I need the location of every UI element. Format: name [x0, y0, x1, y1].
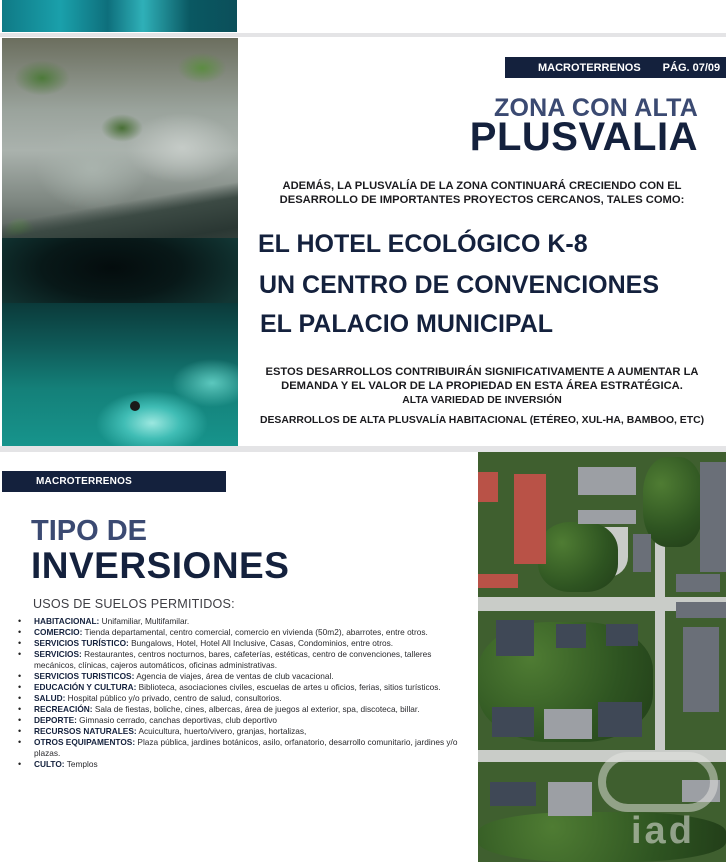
house-roof — [578, 510, 636, 524]
swimmer — [130, 401, 140, 411]
page-header-bar — [505, 57, 726, 78]
use-category: RECREACIÓN: — [34, 704, 93, 714]
house-roof — [683, 627, 719, 712]
watermark-text: iad — [631, 810, 695, 852]
project-convention-center: UN CENTRO DE CONVENCIONES — [259, 271, 660, 299]
list-item — [18, 726, 468, 737]
list-item — [18, 627, 468, 638]
use-description: Plaza pública, jardines botánicos, asilo, orfanatorio, desarrollo comunitario, jardines y/o plazas. — [34, 737, 458, 758]
house-roof — [544, 709, 592, 739]
use-category: SERVICIOS TURISTICOS: — [34, 671, 135, 681]
section-title-line1: TIPO DE — [31, 515, 148, 547]
turquoise-pool — [2, 303, 238, 446]
house-roof — [548, 782, 592, 816]
list-item — [18, 759, 468, 770]
brand-label: MACROTERRENOS — [538, 61, 641, 74]
house-roof — [514, 474, 546, 564]
list-item — [18, 638, 468, 649]
contribution-paragraph: ESTOS DESARROLLOS CONTRIBUIRÁN SIGNIFICATIVAMENTE A AUMENTAR LA DEMANDA Y EL VALOR DE LA PROPIEDAD EN ESTA ÁREA ESTRATÉGICA. — [265, 366, 699, 392]
project-municipal-palace: EL PALACIO MUNICIPAL — [260, 310, 554, 338]
house-roof — [490, 782, 536, 806]
house-roof — [496, 620, 534, 656]
use-description: Biblioteca, asociaciones civiles, escuelas de artes u oficios, ferias, sitios turísticos. — [136, 682, 441, 692]
use-category: SERVICIOS TURÍSTICO: — [34, 638, 129, 648]
project-hotel: EL HOTEL ECOLÓGICO K-8 — [258, 230, 588, 258]
use-description: Unifamiliar, Multifamilar. — [99, 616, 190, 626]
house-roof — [606, 624, 638, 646]
road — [655, 512, 665, 762]
use-category: SERVICIOS: — [34, 649, 82, 659]
use-description: Tienda departamental, centro comercial, comercio en vivienda (50m2), abarrotes, entre otros. — [82, 627, 428, 637]
use-description: Agencia de viajes, área de ventas de club vacacional. — [134, 671, 334, 681]
tree-cluster — [538, 522, 618, 592]
section-title-line2: PLUSVALIA — [469, 115, 698, 159]
use-description: Restaurantes, centros nocturnos, bares, cafeterías, estéticas, centro de convenciones, talleres mecánicos, clínicas, cajeros automáticos, oficinas administrativas. — [34, 649, 432, 670]
page-zona-plusvalia — [0, 37, 726, 446]
list-item — [18, 715, 468, 726]
section-title-line1: ZONA CON ALTA — [494, 94, 698, 122]
use-description: Hospital público y/o privado, centro de salud, consultorios. — [65, 693, 282, 703]
land-use-subtitle: USOS DE SUELOS PERMITIDOS: — [33, 597, 235, 611]
house-roof — [578, 467, 636, 495]
variety-line: ALTA VARIEDAD DE INVERSIÓN — [402, 395, 562, 406]
house-roof — [478, 574, 518, 588]
use-category: RECURSOS NATURALES: — [34, 726, 137, 736]
list-item — [18, 737, 468, 759]
iad-logo-icon — [598, 752, 718, 812]
house-roof — [633, 534, 651, 572]
use-category: EDUCACIÓN Y CULTURA: — [34, 682, 137, 692]
use-description: Gimnasio cerrado, canchas deportivas, club deportivo — [76, 715, 278, 725]
land-use-list — [18, 616, 468, 770]
house-roof — [478, 472, 498, 502]
house-roof — [556, 624, 586, 648]
list-item — [18, 693, 468, 704]
use-category: COMERCIO: — [34, 627, 83, 637]
iad-watermark — [593, 752, 723, 862]
list-item — [18, 704, 468, 715]
list-item — [18, 682, 468, 693]
house-roof — [492, 707, 534, 737]
intro-paragraph: ADEMÁS, LA PLUSVALÍA DE LA ZONA CONTINUARÁ CRECIENDO CON EL DESARROLLO DE IMPORTANTES PROYECTOS CERCANOS, TALES COMO: — [279, 180, 685, 206]
house-roof — [598, 702, 642, 737]
water-photo-fragment — [2, 0, 237, 32]
cenote-photo — [2, 38, 238, 446]
section-title-line2: INVERSIONES — [31, 545, 290, 586]
use-category: DEPORTE: — [34, 715, 77, 725]
use-description: Sala de fiestas, boliche, cines, albercas, área de juegos al exterior, spa, discoteca, billar. — [92, 704, 420, 714]
list-item — [18, 649, 468, 671]
aerial-neighborhood-photo — [478, 452, 726, 862]
tree-cluster — [643, 457, 703, 547]
house-roof — [676, 602, 726, 618]
list-item — [18, 671, 468, 682]
page-header-bar — [2, 471, 226, 492]
list-item — [18, 616, 468, 627]
use-description: Acuicultura, huerto/vivero, granjas, hortalizas, — [136, 726, 307, 736]
brand-label: MACROTERRENOS — [36, 476, 132, 487]
developments-line: DESARROLLOS DE ALTA PLUSVALÍA HABITACIONAL (ETÉREO, XUL-HA, BAMBOO, ETC) — [259, 415, 705, 426]
house-roof — [700, 462, 726, 572]
page-number: PÁG. 07/09 — [662, 61, 721, 74]
use-category: SALUD: — [34, 693, 66, 703]
use-category: HABITACIONAL: — [34, 616, 100, 626]
page-tipo-inversiones — [0, 452, 726, 864]
previous-page-strip — [0, 0, 726, 33]
house-roof — [676, 574, 720, 592]
use-category: OTROS EQUIPAMENTOS: — [34, 737, 136, 747]
use-description: Templos — [64, 759, 98, 769]
use-description: Bungalows, Hotel, Hotel All Inclusive, Casas, Condominios, entre otros. — [128, 638, 394, 648]
use-category: CULTO: — [34, 759, 65, 769]
